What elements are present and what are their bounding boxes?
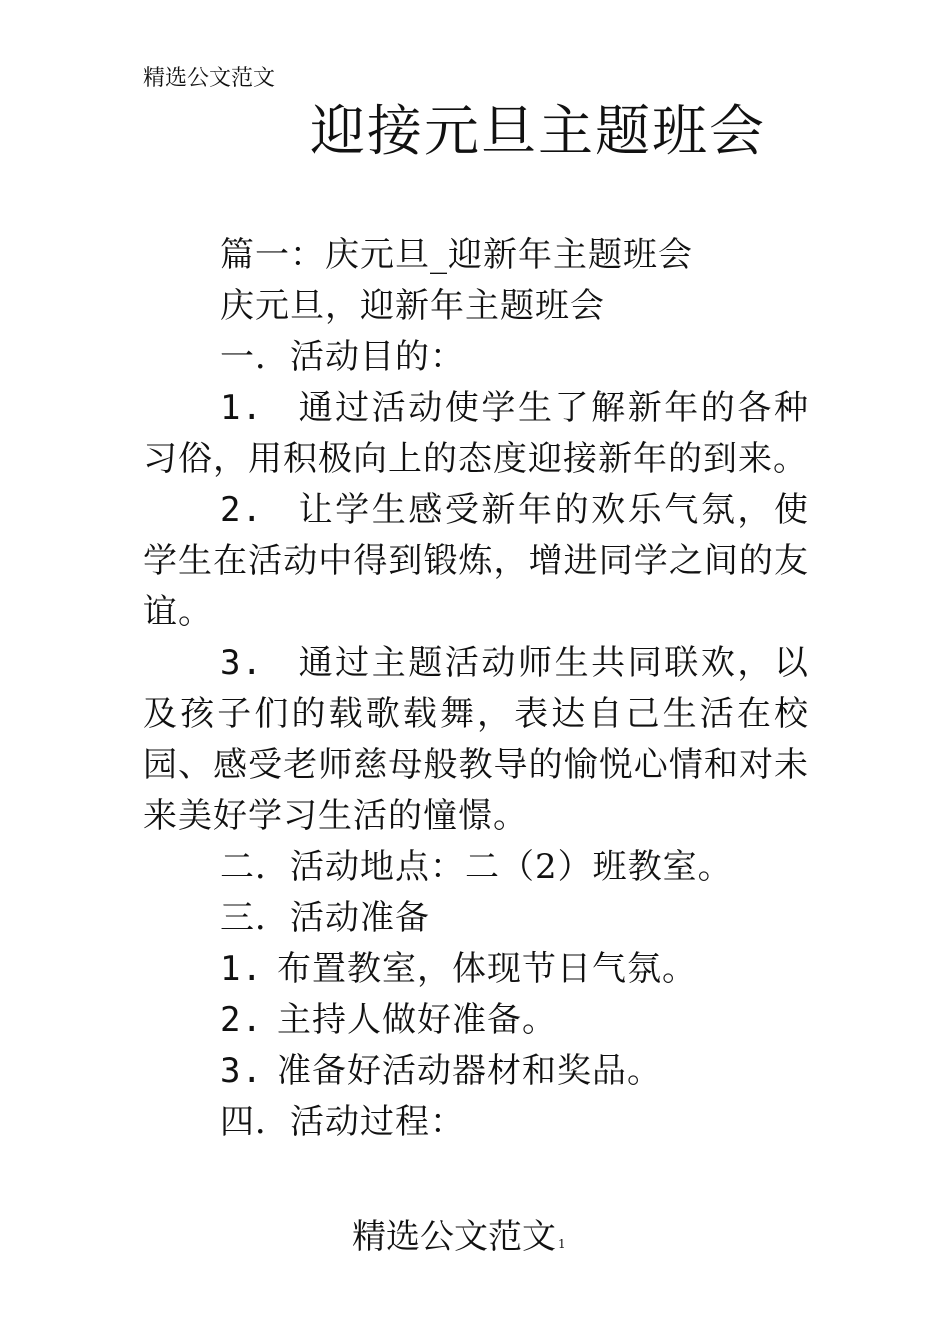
list-number: 3. [220, 1051, 263, 1091]
paragraph-purpose-1 [143, 383, 809, 485]
paragraph-preparation-1 [143, 944, 809, 995]
paragraph-text: 让学生感受新年的欢乐气氛，使学生在活动中得到锻炼，增进同学之间的友谊。 [143, 490, 809, 632]
paragraph-heading-purpose [143, 332, 809, 383]
paragraph-text: 四．活动过程： [220, 1102, 465, 1142]
paragraph-text: 三．活动准备 [220, 898, 430, 938]
paragraph-text: 主持人做好准备。 [277, 1000, 557, 1040]
paragraph-text: 布置教室，体现节日气氛。 [277, 949, 697, 989]
footer-text: 精选公文范文 [352, 1217, 556, 1257]
paragraph-text: 二．活动地点：二（2）班教室。 [220, 847, 733, 887]
paragraph-text: 篇一：庆元旦_迎新年主题班会 [220, 235, 693, 275]
paragraph-purpose-2 [143, 485, 809, 638]
paragraph-text: 准备好活动器材和奖品。 [277, 1051, 662, 1091]
paragraph-preparation-3 [143, 1046, 809, 1097]
paragraph-heading-process [143, 1097, 809, 1148]
paragraph-purpose-3 [143, 638, 809, 842]
page-header: 精选公文范文 [143, 66, 276, 91]
paragraph-text: 通过主题活动师生共同联欢，以及孩子们的载歌载舞，表达自己生活在校园、感受老师慈母般教导的愉悦心情和对未来美好学习生活的憧憬。 [143, 643, 809, 836]
paragraph-subtitle [143, 281, 809, 332]
paragraph-heading-location [143, 842, 809, 893]
document-body [143, 230, 809, 1148]
paragraph-preparation-2 [143, 995, 809, 1046]
list-number: 3. [220, 643, 263, 683]
paragraph-heading-preparation [143, 893, 809, 944]
list-number: 2. [220, 1000, 263, 1040]
paragraph-text: 庆元旦，迎新年主题班会 [220, 286, 605, 326]
page-footer [352, 1214, 566, 1267]
page-number: 1 [558, 1237, 566, 1251]
paragraph-text: 通过活动使学生了解新年的各种习俗，用积极向上的态度迎接新年的到来。 [143, 388, 809, 479]
paragraph-text: 一．活动目的： [220, 337, 465, 377]
paragraph-section-heading [143, 230, 809, 281]
list-number: 2. [220, 490, 263, 530]
list-number: 1. [220, 388, 263, 428]
document-title: 迎接元旦主题班会 [310, 99, 767, 163]
list-number: 1. [220, 949, 263, 989]
